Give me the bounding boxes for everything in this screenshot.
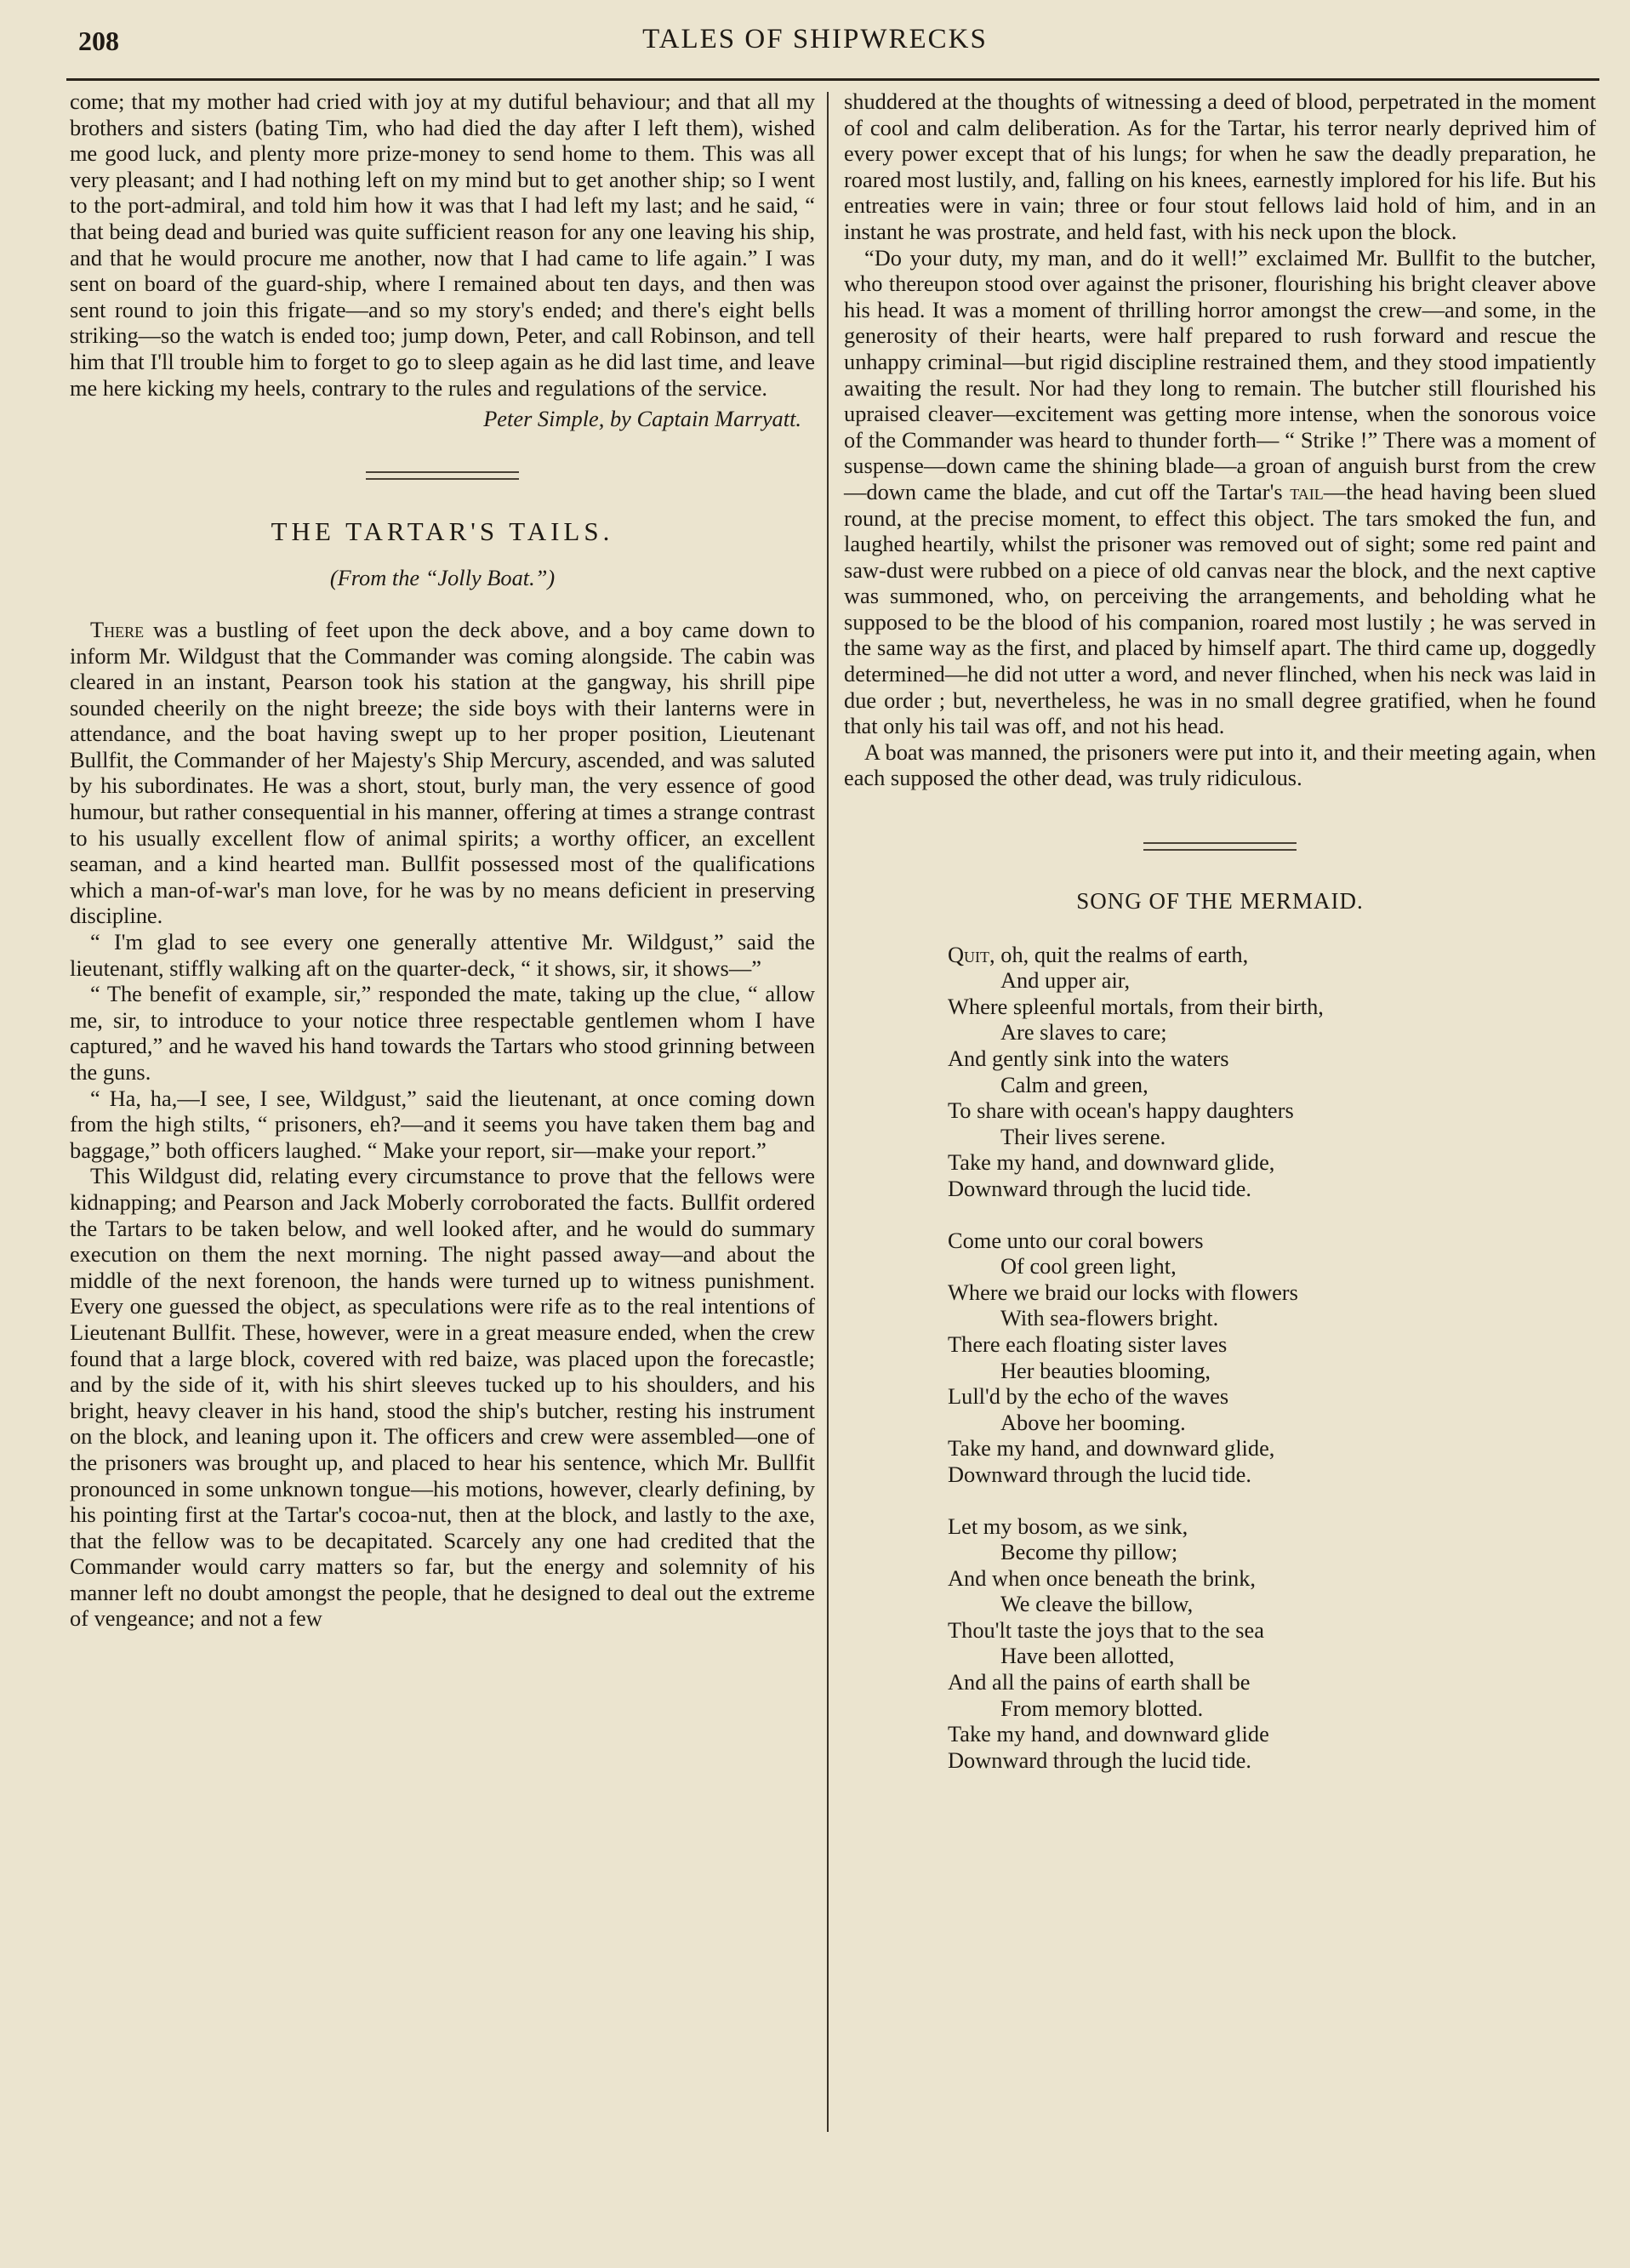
verse-line: There each floating sister laves: [948, 1331, 1228, 1357]
story-first-paragraph: There was a bustling of feet upon the deck above, and a boy came down to inform Mr. Wildgust that the Commander was coming alongside. The cabin was cleared in an instant, Pearson took his station at the gangway, his shrill pipe sounded cheerily on the night breeze; the side boys with their lanterns were in attendance, and the boat having swept up to her proper position, Lieutenant Bullfit, the Commander of her Majesty's Ship Mercury, ascended, and was saluted by his subordinates. He was a short, stout, burly man, the very essence of good humour, but rather consequential in his manner, offering at times a strange contrast to his usually excellent flow of animal spirits; a worthy officer, an excellent seaman, and a kind hearted man. Bullfit possessed most of the qualifications which a man-of-war's man love, for he was by no means deficient in preserving discipline.: [70, 616, 815, 929]
story-paragraph: “ The benefit of example, sir,” responded the mate, taking up the clue, “ allow me, sir, to introduce to your notice three respectable gentlemen whom I have captured,” and he waved his hand towards the Tartars who stood grinning between the guns.: [70, 981, 815, 1085]
story-title: THE TARTAR'S TAILS.: [271, 516, 614, 546]
story-paragraph: A boat was manned, the prisoners were put into it, and their meeting again, when each supposed the other dead, was truly ridiculous.: [844, 738, 1596, 791]
verse-line: Lull'd by the echo of the waves: [948, 1383, 1229, 1410]
verse-line: From memory blotted.: [1000, 1695, 1204, 1721]
verse-line: Quit, oh, quit the realms of earth,: [948, 941, 1249, 967]
verse-line: Become thy pillow;: [1000, 1539, 1178, 1565]
verse-3: [948, 1513, 1596, 1774]
dropword: There: [90, 616, 145, 642]
verse-line: And when once beneath the brink,: [948, 1564, 1257, 1591]
verse-line: With sea-flowers bright.: [1000, 1305, 1219, 1331]
verse-2: [948, 1228, 1596, 1488]
story-paragraph: This Wildgust did, relating every circumstance to prove that the fellows were kidnapping; and Pearson and Jack Moberly corroborated the facts. Bullfit ordered the Tartars to be taken below, and well looked after, and he would do summary execution on them the next morning. The night passed away—and about the middle of the next forenoon, the hands were turned up to witness punishment. Every one guessed the object, as speculations were rife as to the real intentions of Lieutenant Bullfit. These, however, were in a great measure ended, when the crew found that a large block, covered with red baize, was placed upon the forecastle; and by the side of it, with his shirt sleeves tucked up to his shoulders, and his bright, heavy cleaver in his hand, stood the ship's butcher, resting his instrument on the block, and leaning upon it. The officers and crew were assembled—one of the prisoners was brought up, and placed to hear his sentence, which Mr. Bullfit pronounced in some unknown tongue—his motions, however, clearly defining, by his pointing first at the Tartar's cocoa-nut, then at the block, and lastly to the axe, that the fellow was to be decapitated. Scarcely any one had credited that the Commander would carry matters so far, but the energy and solemnity of his manner left no doubt amongst the people, that he designed to deal out the extreme of vengeance; and not a few: [70, 1163, 815, 1632]
verse-line: Where spleenful mortals, from their birth,: [948, 993, 1324, 1019]
verse-line: To share with ocean's happy daughters: [948, 1097, 1294, 1124]
verse-line: Have been allotted,: [1000, 1643, 1175, 1669]
verse-line: Above her booming.: [1000, 1409, 1186, 1435]
verse-line: Calm and green,: [1000, 1071, 1148, 1097]
column-rule: [827, 92, 829, 2132]
attribution: Peter Simple, by Captain Marryatt.: [483, 406, 801, 432]
verse-line: Come unto our coral bowers: [948, 1227, 1204, 1253]
story-paragraph: “ Ha, ha,—I see, I see, Wildgust,” said the lieutenant, at once coming down from the high stilts, “ prisoners, eh?—and it seems you have taken them bag and baggage,” both officers laughed. “ Make your report, sir—make your report.”: [70, 1085, 815, 1163]
section-separator: [1143, 842, 1297, 851]
running-title: TALES OF SHIPWRECKS: [642, 24, 988, 54]
verse-line: And upper air,: [1000, 967, 1131, 994]
verse-line: And gently sink into the waters: [948, 1046, 1229, 1071]
verse-line: Let my bosom, as we sink,: [948, 1513, 1188, 1539]
song-title: SONG OF THE MERMAID.: [1076, 888, 1364, 915]
small-caps-tail: tail: [1290, 478, 1324, 504]
verse-line: And all the pains of earth shall be: [948, 1669, 1251, 1695]
verse-line: Are slaves to care;: [1000, 1019, 1167, 1046]
story-paragraph: shuddered at the thoughts of witnessing a deed of blood, perpetrated in the moment of cool and calm deliberation. As for the Tartar, his terror nearly deprived him of every power except that of his lungs; for when he saw the deadly preparation, he roared most lustily, and, falling on his knees, earnestly implored for his life. But his entreaties were in vain; three or four stout fellows laid hold of him, and in an instant he was prostrate, and held fast, with his neck upon the block.: [844, 88, 1596, 244]
verse-line: Take my hand, and downward glide,: [948, 1149, 1275, 1176]
verse-line: Of cool green light,: [1000, 1253, 1177, 1279]
verse-line: Downward through the lucid tide.: [948, 1747, 1251, 1773]
verse-line: Where we braid our locks with flowers: [948, 1279, 1298, 1305]
verse-line: Downward through the lucid tide.: [948, 1461, 1251, 1487]
verse-line: Her beauties blooming,: [1000, 1357, 1211, 1383]
verse-1: [948, 942, 1596, 1202]
header-rule: [66, 78, 1599, 81]
intro-paragraph: come; that my mother had cried with joy at my dutiful behaviour; and that all my brothers and sisters (bating Tim, who had died the day after I left them), wished me good luck, and plenty more prize-money to send home to them. This was all very pleasant; and I had nothing left on my mind but to get another ship; so I went to the port-admiral, and told him how it was that I had left my last; and he said, “ that being dead and buried was quite sufficient reason for any one leaving his ship, and that he would procure me another, now that I had came to life again.” I was sent on board of the guard-ship, where I remained about ten days, and then was sent round to join this frigate—and so my story's ended; and there's eight bells striking—so the watch is ended too; jump down, Peter, and call Robinson, and tell him that I'll trouble him to forget to go to sleep again as he did last time, and leave me here kicking my heels, contrary to the rules and regulations of the service.: [70, 88, 815, 401]
verse-line: Take my hand, and downward glide: [948, 1721, 1269, 1747]
left-column: [70, 88, 815, 1632]
story-source: (From the “Jolly Boat.”): [329, 565, 556, 591]
story-paragraph: “Do your duty, my man, and do it well!” exclaimed Mr. Bullfit to the butcher, who thereupon stood over against the prisoner, flourishing his bright cleaver above his head. It was a moment of thrilling horror amongst the crew—and some, in the generosity of their hearts, were half prepared to rush forward and rescue the unhappy criminal—but rigid discipline restrained them, and they stood impatiently awaiting the result. Nor had they long to remain. The butcher still flourished his upraised cleaver—excitement was getting more intense, when the sonorous voice of the Commander was heard to thunder forth— “ Strike !” There was a moment of suspense—down came the shining blade—a groan of anguish burst from the crew—down came the blade, and cut off the Tartar's tail—the head having been slued round, at the precise moment, to effect this object. The tars smoked the fun, and laughed heartily, whilst the prisoner was removed out of sight; some red paint and saw-dust were rubbed on a piece of old canvas near the block, and the next captive was summoned, who, on perceiving the arrangements, and beholding what he supposed to be the blood of his companion, roared most lustily ; he was served in the same way as the first, and placed by himself apart. The third came up, doggedly determined—he did not utter a word, and never flinched, when his neck was laid in due order ; but, nevertheless, he was in no small degree gratified, when he found that only his tail was off, and not his head.: [844, 244, 1596, 739]
story-paragraph: “ I'm glad to see every one generally attentive Mr. Wildgust,” said the lieutenant, stiffly walking aft on the quarter-deck, “ it shows, sir, it shows—”: [70, 929, 815, 981]
first-word: Quit,: [948, 941, 995, 967]
page-number: 208: [78, 26, 119, 56]
verse-line: Downward through the lucid tide.: [948, 1175, 1251, 1201]
verse-line: Their lives serene.: [1000, 1123, 1166, 1149]
verse-line: We cleave the billow,: [1000, 1591, 1194, 1617]
section-separator: [366, 471, 519, 480]
right-column: [844, 88, 1596, 1798]
verse-line: Take my hand, and downward glide,: [948, 1435, 1275, 1462]
verse-line: Thou'lt taste the joys that to the sea: [948, 1616, 1264, 1643]
